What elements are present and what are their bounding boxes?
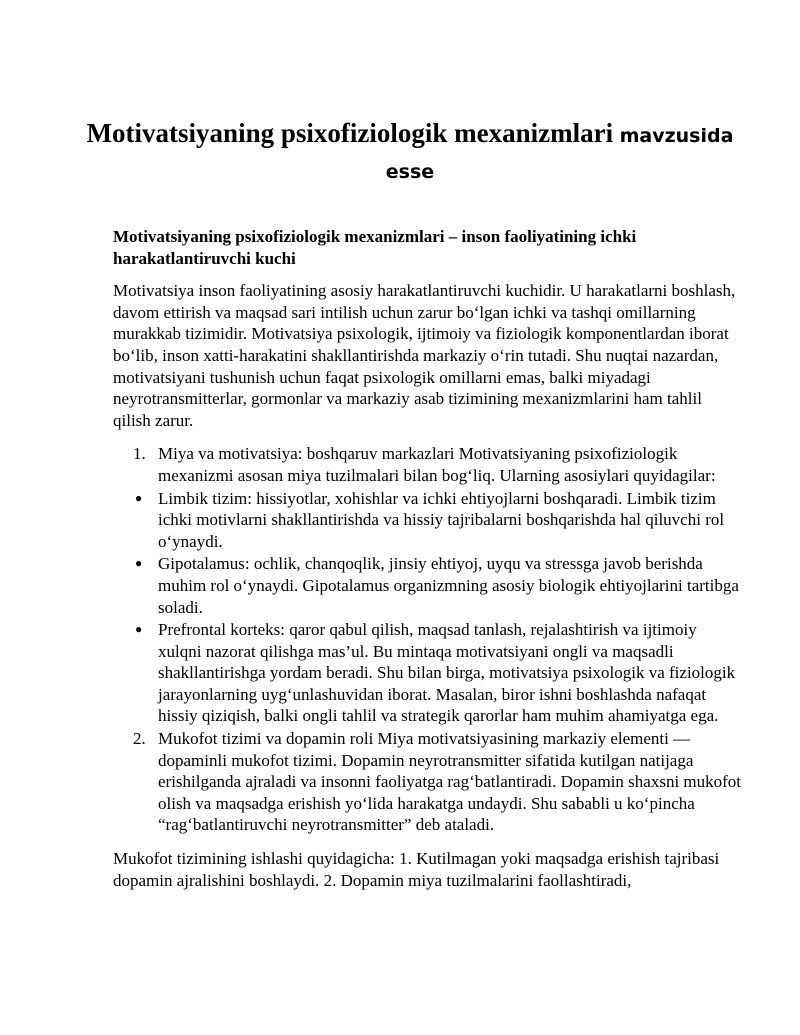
list-item-text: Limbik tizim: hissiyotlar, xohishlar va ichki ehtiyojlarni boshqaradi. Limbik tizim ichki motivlarni shakllantirishda va hissiy tajribalarni boshqarishda hal qiluvchi rol oʻynaydi. [158, 488, 725, 551]
document-body [113, 226, 742, 903]
section-heading: Motivatsiyaning psixofiziologik mexanizmlari – inson faoliyatining ichki harakatlantiruvchi kuchi [113, 227, 637, 268]
list-item [113, 488, 742, 553]
content-list [113, 443, 742, 836]
intro-paragraph: Motivatsiya inson faoliyatining asosiy harakatlantiruvchi kuchidir. U harakatlarni boshlash, davom ettirish va maqsad sari intilish uchun zarur boʻlgan ichki va tashqi omillarning murakkab tizimidir. Motivatsiya psixologik, ijtimoiy va fiziologik komponentlardan iborat boʻlib, inson xatti-harakatini shakllantirishda markaziy oʻrin tutadi. Shu nuqtai nazardan, motivatsiyani tushunish uchun faqat psixologik omillarni emas, balki miyadagi neyrotransmitterlar, gormonlar va markaziy asab tizimining mexanizmlarini ham tahlil qilish zarur. [113, 281, 736, 430]
list-item-text: Mukofot tizimi va dopamin roli Miya motivatsiyasining markaziy elementi — dopaminli mukofot tizimi. Dopamin neyrotransmitter sifatida kutilgan natijaga erishilganda ajraladi va insonni faoliyatga ragʻbatlantiradi. Dopamin shaxsni mukofot olish va maqsadga erishish yoʻlida harakatga undaydi. Shu sababli u koʻpincha “ragʻbatlantiruvchi neyrotransmitter” deb ataladi. [158, 729, 742, 835]
bullet-icon: ● [135, 622, 143, 637]
closing-paragraph: Mukofot tizimining ishlashi quyidagicha: 1. Kutilmagan yoki maqsadga erishish tajribasi dopamin ajralishini boshlaydi. 2. Dopamin miya tuzilmalarini faollashtiradi, [113, 849, 720, 890]
title-main: Motivatsiyaning psixofiziologik mexanizmlari [86, 118, 614, 148]
list-item [113, 443, 742, 486]
list-item [113, 728, 742, 836]
list-item-text: Prefrontal korteks: qaror qabul qilish, maqsad tanlash, rejalashtirish va ijtimoiy xulqni nazorat qilishga mas’ul. Bu mintaqa motivatsiyani ongli va maqsadli shakllantirishga yordam beradi. Shu bilan birga, motivatsiya psixologik va fiziologik jarayonlarning uygʻunlashuvidan iborat. Masalan, biror ishni boshlashda nafaqat hissiy qiziqish, balki ongli tahlil va strategik qarorlar ham muhim ahamiyatga ega. [158, 620, 736, 726]
title-suffix: mavzusida esse [385, 125, 734, 183]
list-number: 2. [133, 729, 146, 749]
list-number: 1. [133, 444, 146, 464]
list-item [113, 553, 742, 618]
list-item-text: Miya va motivatsiya: boshqaruv markazlari Motivatsiyaning psixofiziologik mexanizmi asosan miya tuzilmalari bilan bogʻliq. Ularning asosiylari quyidagilar: [158, 444, 716, 485]
list-item-text: Gipotalamus: ochlik, chanqoqlik, jinsiy ehtiyoj, uyqu va stressga javob berishda muhim rol oʻynaydi. Gipotalamus organizmning asosiy biologik ehtiyojlarini tartibga soladi. [158, 554, 739, 617]
document-title [60, 116, 760, 189]
list-item [113, 619, 742, 727]
bullet-icon: ● [135, 556, 143, 571]
bullet-icon: ● [135, 490, 143, 505]
